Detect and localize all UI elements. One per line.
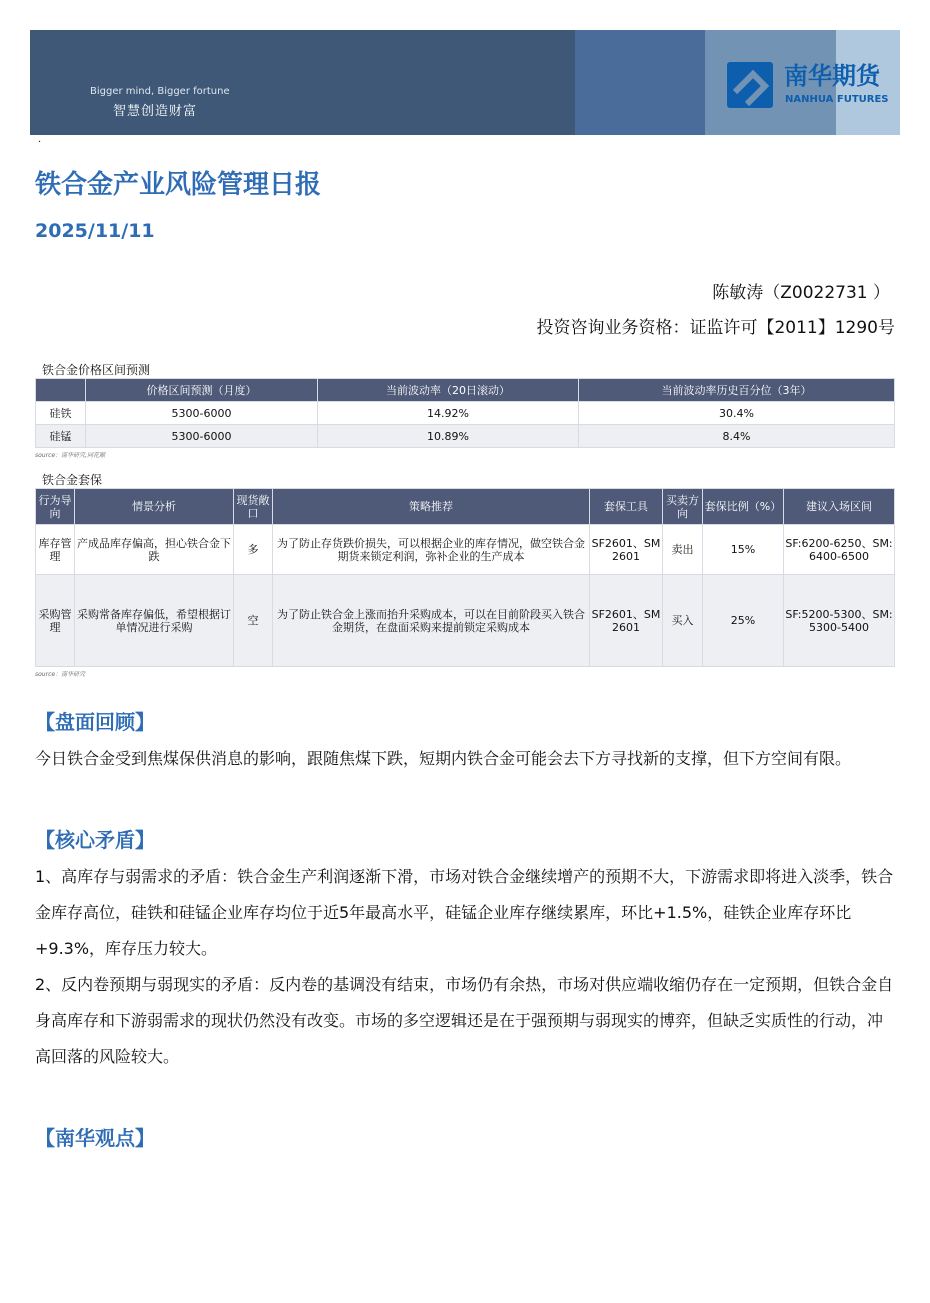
logo-text-en: NANHUA FUTURES — [785, 94, 889, 105]
column-header: 建议入场区间 — [784, 489, 895, 525]
table-cell: 25% — [703, 575, 784, 667]
column-header: 套保比例（%） — [703, 489, 784, 525]
table-cell: 为了防止存货跌价损失，可以根据企业的库存情况，做空铁合金期货来锁定利润，弥补企业的生产成本 — [273, 525, 590, 575]
section-title: 【盘面回顾】 — [35, 710, 155, 734]
hedge-table-source: source：南华研究 — [35, 671, 86, 678]
table-row — [36, 402, 895, 425]
table-cell: 5300-6000 — [86, 425, 318, 448]
hedge-table — [35, 488, 895, 667]
table-cell: SF2601、SM2601 — [590, 575, 663, 667]
report-page: Bigger mind, Bigger fortune 智慧创造财富 南华期货 NANHUA FUTURES · 铁合金产业风险管理日报 2025/11/11 陈敏涛（Z0022731 ） 投资咨询业务资格：证监许可【2011】1290号 铁合金价格区间预测 价格区间预测（月度） 当前波动率（20日滚动） 当前波动率历史百分位（3年） 硅铁 5300-6000 14.92% 30.4% 硅锰 5300-6000 10.89% 8.4% source：南华研究,同花顺 铁合金套保 行为导向 情景分析 现货敞口 策略推荐 套保工具 买卖方向 套保比例（%） 建议入场区间 库存管理 产成品库存偏高，担心铁合金下跌 多 为了防止存货跌价损失，可以根据企业的库存情况，做空铁合金期货来锁定利润，弥补企业的生产成本 SF2601、SM2601 卖出 15% SF:6200-6250、SM:6400-6500 采购管理 采购常备库存偏低，希望根据订单情况进行采购 空 为了防止铁合金上涨而抬升采购成本，可以在目前阶段买入铁合金期货，在盘面采购来提前锁定采购成本 SF2601、SM2601 买入 25% SF:5200-5300、SM:5300-5400 source：南华研究 【盘面回顾】 今日铁合金受到焦煤保供消息的影响，跟随焦煤下跌，短期内铁合金可能会去下方寻找新的支撑，但下方空间有限。 【核心矛盾】 1、高库存与弱需求的矛盾：铁合金生产利润逐渐下滑，市场对铁合金继续增产的预期不大，下游需求即将进入淡季，铁合金库存高位，硅铁和硅锰企业库存均位于近5年最高水平，硅锰企业库存继续累库，环比+1.5%，硅铁企业库存环比+9.3%，库存压力较大。 2、反内卷预期与弱现实的矛盾：反内卷的基调没有结束，市场仍有余热，市场对供应端收缩仍存在一定预期，但铁合金自身高库存和下游弱需求的现状仍然没有改变。市场的多空逻辑还是在于强预期与弱现实的博弈，但缺乏实质性的行动，冲高回落的风险较大。 【南华观点】 — [0, 0, 930, 1303]
table-cell: 8.4% — [579, 425, 895, 448]
column-header: 当前波动率（20日滚动） — [318, 379, 579, 402]
table-cell: 库存管理 — [36, 525, 75, 575]
table-cell: 采购常备库存偏低，希望根据订单情况进行采购 — [75, 575, 234, 667]
nanhua-logo-icon — [727, 62, 773, 108]
table-row — [36, 525, 895, 575]
header-banner — [30, 30, 900, 135]
logo-text-cn: 南华期货 — [784, 62, 880, 90]
table-cell: 10.89% — [318, 425, 579, 448]
column-header: 套保工具 — [590, 489, 663, 525]
table-cell: SF2601、SM2601 — [590, 525, 663, 575]
column-header: 策略推荐 — [273, 489, 590, 525]
table-cell: 空 — [234, 575, 273, 667]
table-cell: SF:6200-6250、SM:6400-6500 — [784, 525, 895, 575]
table-cell: 30.4% — [579, 402, 895, 425]
column-header: 当前波动率历史百分位（3年） — [579, 379, 895, 402]
price-table-source: source：南华研究,同花顺 — [35, 452, 105, 459]
column-header — [36, 379, 86, 402]
table-cell: 14.92% — [318, 402, 579, 425]
paragraph: 1、高库存与弱需求的矛盾：铁合金生产利润逐渐下滑，市场对铁合金继续增产的预期不大，下游需求即将进入淡季，铁合金库存高位，硅铁和硅锰企业库存均位于近5年最高水平，硅锰企业库存继续累库，环比+1.5%，硅铁企业库存环比+9.3%，库存压力较大。 — [35, 867, 894, 958]
report-title: 铁合金产业风险管理日报 — [35, 170, 322, 200]
table-row — [36, 425, 895, 448]
paragraph: 2、反内卷预期与弱现实的矛盾：反内卷的基调没有结束，市场仍有余热，市场对供应端收缩仍存在一定预期，但铁合金自身高库存和下游弱需求的现状仍然没有改变。市场的多空逻辑还是在于强预期与弱现实的博弈，但缺乏实质性的行动，冲高回落的风险较大。 — [35, 975, 894, 1066]
section-title: 【南华观点】 — [35, 1126, 155, 1150]
table-cell: 多 — [234, 525, 273, 575]
table-cell: 硅锰 — [36, 425, 86, 448]
section-title: 【核心矛盾】 — [35, 828, 155, 852]
column-header: 行为导向 — [36, 489, 75, 525]
column-header: 情景分析 — [75, 489, 234, 525]
column-header: 买卖方向 — [663, 489, 703, 525]
report-body — [35, 362, 895, 1151]
table-cell: 硅铁 — [36, 402, 86, 425]
report-date: 2025/11/11 — [35, 220, 155, 242]
author: 陈敏涛（Z0022731 ） — [712, 283, 890, 303]
hedge-table-caption: 铁合金套保 — [42, 473, 103, 487]
qualification: 投资咨询业务资格：证监许可【2011】1290号 — [536, 318, 895, 338]
table-cell: 为了防止铁合金上涨而抬升采购成本，可以在目前阶段买入铁合金期货，在盘面采购来提前锁定采购成本 — [273, 575, 590, 667]
table-cell: 买入 — [663, 575, 703, 667]
table-cell: 采购管理 — [36, 575, 75, 667]
price-range-table — [35, 378, 895, 448]
table-row — [36, 575, 895, 667]
paragraph: 今日铁合金受到焦煤保供消息的影响，跟随焦煤下跌，短期内铁合金可能会去下方寻找新的支撑，但下方空间有限。 — [35, 749, 852, 768]
table-cell: 5300-6000 — [86, 402, 318, 425]
slogan-cn: 智慧创造财富 — [113, 104, 198, 119]
report-heading — [35, 168, 895, 340]
column-header: 价格区间预测（月度） — [86, 379, 318, 402]
table-cell: 产成品库存偏高，担心铁合金下跌 — [75, 525, 234, 575]
table-cell: 15% — [703, 525, 784, 575]
table-cell: 卖出 — [663, 525, 703, 575]
table-cell: SF:5200-5300、SM:5300-5400 — [784, 575, 895, 667]
price-table-caption: 铁合金价格区间预测 — [42, 363, 151, 377]
column-header: 现货敞口 — [234, 489, 273, 525]
slogan-en: Bigger mind, Bigger fortune — [90, 86, 230, 97]
